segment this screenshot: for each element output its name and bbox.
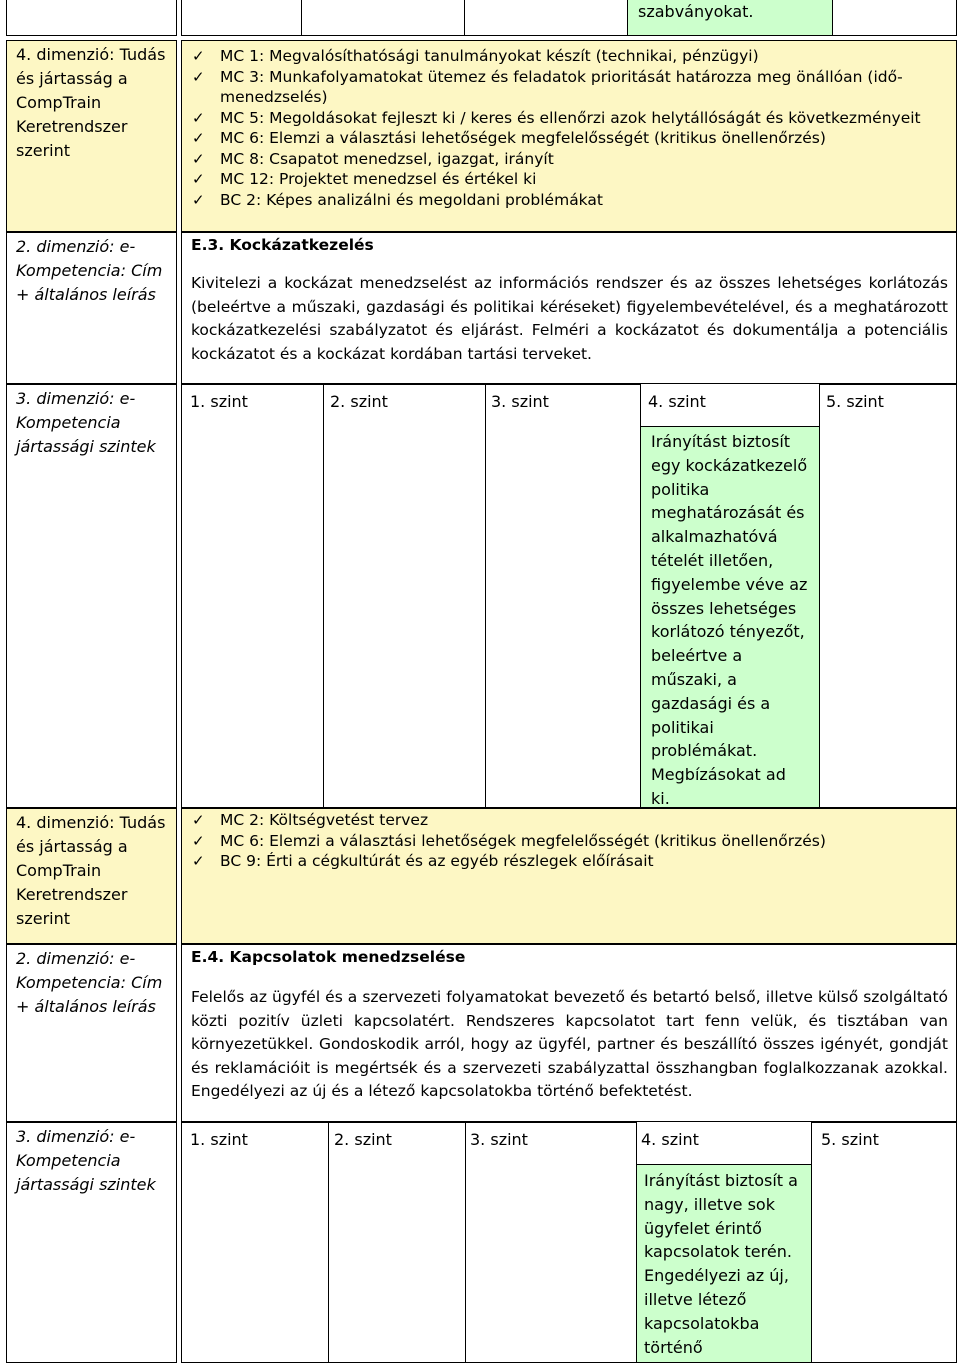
knowledge-block-1	[181, 40, 957, 232]
e3-level4-text: Irányítást biztosít egy kockázatkezelő politika meghatározását és alkalmazhatóvá tételét illetően, figyelembe véve az összes lehetséges korlátozó tényezőt, beleértve a műszaki, a gazdasági és a politikai problémákat. Megbízásokat ad ki.	[651, 432, 808, 808]
knowledge-block-2	[181, 808, 957, 944]
e3-level-5: 5. szint	[826, 392, 884, 411]
list-item: ✓ MC 5: Megoldásokat fejleszt ki / keres és ellenőrzi azok helytállóságát és következményeit	[192, 108, 921, 127]
e4-level-2: 2. szint	[334, 1130, 392, 1149]
list-item: ✓ MC 8: Csapatot menedzsel, igazgat, irányít	[192, 149, 554, 168]
competence-e4-description: Felelős az ügyfél és a szervezeti folyamatokat bevezető és betartó belső, illetve külső szolgáltató közti pozitív üzleti kapcsolatért. Rendszeres kapcsolatot tart fenn velük, és tisztában van környezetükkel. Gondoskodik arról, hogy az ügyfél, partner és beszállító összes igényét, gondját és reklamációit is megértsék és a szervezeti szabályzattal összhangban foglalkozzanak azokkal. Engedélyezi az új és a létező kapcsolatokba történő befektetést.	[191, 988, 948, 1100]
dim2-label-2: 2. dimenzió: e-Kompetencia: Cím + általános leírás	[6, 944, 177, 1122]
e4-level4-text: Irányítást biztosít a nagy, illetve sok ügyfelet érintő kapcsolatok terén. Engedélyezi az új, illetve létező kapcsolatokba történő	[644, 1171, 798, 1357]
list-item: ✓ MC 1: Megvalósíthatósági tanulmányokat készít (technikai, pénzügyi)	[192, 47, 759, 65]
e4-level-headers	[3, 1130, 957, 1152]
top-level4-text: szabványokat.	[638, 2, 754, 21]
e4-level-5: 5. szint	[821, 1130, 879, 1149]
list-item: ✓ MC 6: Elemzi a választási lehetőségek megfelelősségét (kritikus önellenőrzés)	[192, 831, 826, 850]
e4-level2-cell	[328, 1122, 466, 1363]
checkmark-icon: ✓	[192, 67, 205, 86]
e3-level-3: 3. szint	[491, 392, 549, 411]
checkmark-icon: ✓	[192, 811, 205, 829]
e3-level4-cell	[640, 426, 820, 808]
checkmark-icon: ✓	[192, 149, 205, 168]
e3-level2-cell	[323, 384, 486, 808]
competence-e4-description-cell	[181, 944, 957, 1122]
e3-level-headers	[3, 392, 957, 414]
knowledge-list-1	[190, 46, 948, 210]
e4-level1-cell	[181, 1122, 329, 1363]
top-level5-cell	[832, 0, 957, 36]
e4-level5-cell	[811, 1122, 957, 1363]
e3-level-2: 2. szint	[330, 392, 388, 411]
e3-level-1: 1. szint	[190, 392, 248, 411]
e4-level4-cell	[636, 1164, 812, 1363]
list-item: ✓ MC 3: Munkafolyamatokat ütemez és feladatok prioritását határozza meg önállóan (idő-menedzselés)	[192, 67, 903, 106]
top-level1-cell	[181, 0, 302, 36]
dim4-label-2: 4. dimenzió: Tudás és jártasság a CompTrain Keretrendszer szerint	[6, 808, 177, 944]
knowledge-list-2	[190, 810, 948, 872]
e4-level-4: 4. szint	[641, 1130, 699, 1149]
checkmark-icon: ✓	[192, 108, 205, 127]
checkmark-icon: ✓	[192, 852, 205, 870]
top-level3-cell	[464, 0, 628, 36]
e3-level-4: 4. szint	[648, 392, 706, 411]
top-level2-cell	[301, 0, 465, 36]
checkmark-icon: ✓	[192, 47, 205, 65]
dim3-label-2: 3. dimenzió: e-Kompetencia jártassági szintek	[6, 1122, 177, 1363]
e3-level3-cell	[485, 384, 641, 808]
dim3-label-1: 3. dimenzió: e-Kompetencia jártassági szintek	[6, 384, 177, 808]
e4-level-3: 3. szint	[470, 1130, 528, 1149]
document-page	[3, 0, 957, 1363]
competence-e3-title: E.3. Kockázatkezelés	[191, 236, 374, 254]
list-item: ✓ MC 6: Elemzi a választási lehetőségek megfelelősségét (kritikus önellenőrzés)	[192, 129, 826, 147]
list-item: ✓ BC 9: Érti a cégkultúrát és az egyéb részlegek előírásait	[192, 852, 654, 870]
checkmark-icon: ✓	[192, 831, 205, 850]
e3-level1-cell	[181, 384, 324, 808]
competence-e3-description-cell	[181, 232, 957, 384]
e4-level3-cell	[465, 1122, 637, 1363]
top-level4-cell	[627, 0, 833, 36]
list-item: ✓ MC 2: Költségvetést tervez	[192, 811, 429, 829]
checkmark-icon: ✓	[192, 129, 205, 147]
competence-e3-description: Kivitelezi a kockázat menedzselést az információs rendszer és az összes lehetséges korlátozás (beleértve a műszaki, gazdasági és politikai kéréseket) figyelembevételével, és a meghatározott kockázatkezelési szabályzatot és eljárást. Felméri a kockázatot és dokumentálja a potenciális kockázatot és a kockázat kordában tartási terveket.	[191, 274, 948, 363]
checkmark-icon: ✓	[192, 170, 205, 188]
top-left-empty-cell	[6, 0, 177, 36]
e3-level5-cell	[819, 384, 957, 808]
dim2-label-1: 2. dimenzió: e-Kompetencia: Cím + általános leírás	[6, 232, 177, 384]
list-item: ✓ BC 2: Képes analizálni és megoldani problémákat	[192, 190, 603, 209]
competence-e4-title: E.4. Kapcsolatok menedzselése	[191, 948, 466, 966]
e4-level-1: 1. szint	[190, 1130, 248, 1149]
list-item: ✓ MC 12: Projektet menedzsel és értékel ki	[192, 170, 537, 188]
dim4-label-1: 4. dimenzió: Tudás és jártasság a CompTrain Keretrendszer szerint	[6, 40, 177, 232]
checkmark-icon: ✓	[192, 190, 205, 209]
